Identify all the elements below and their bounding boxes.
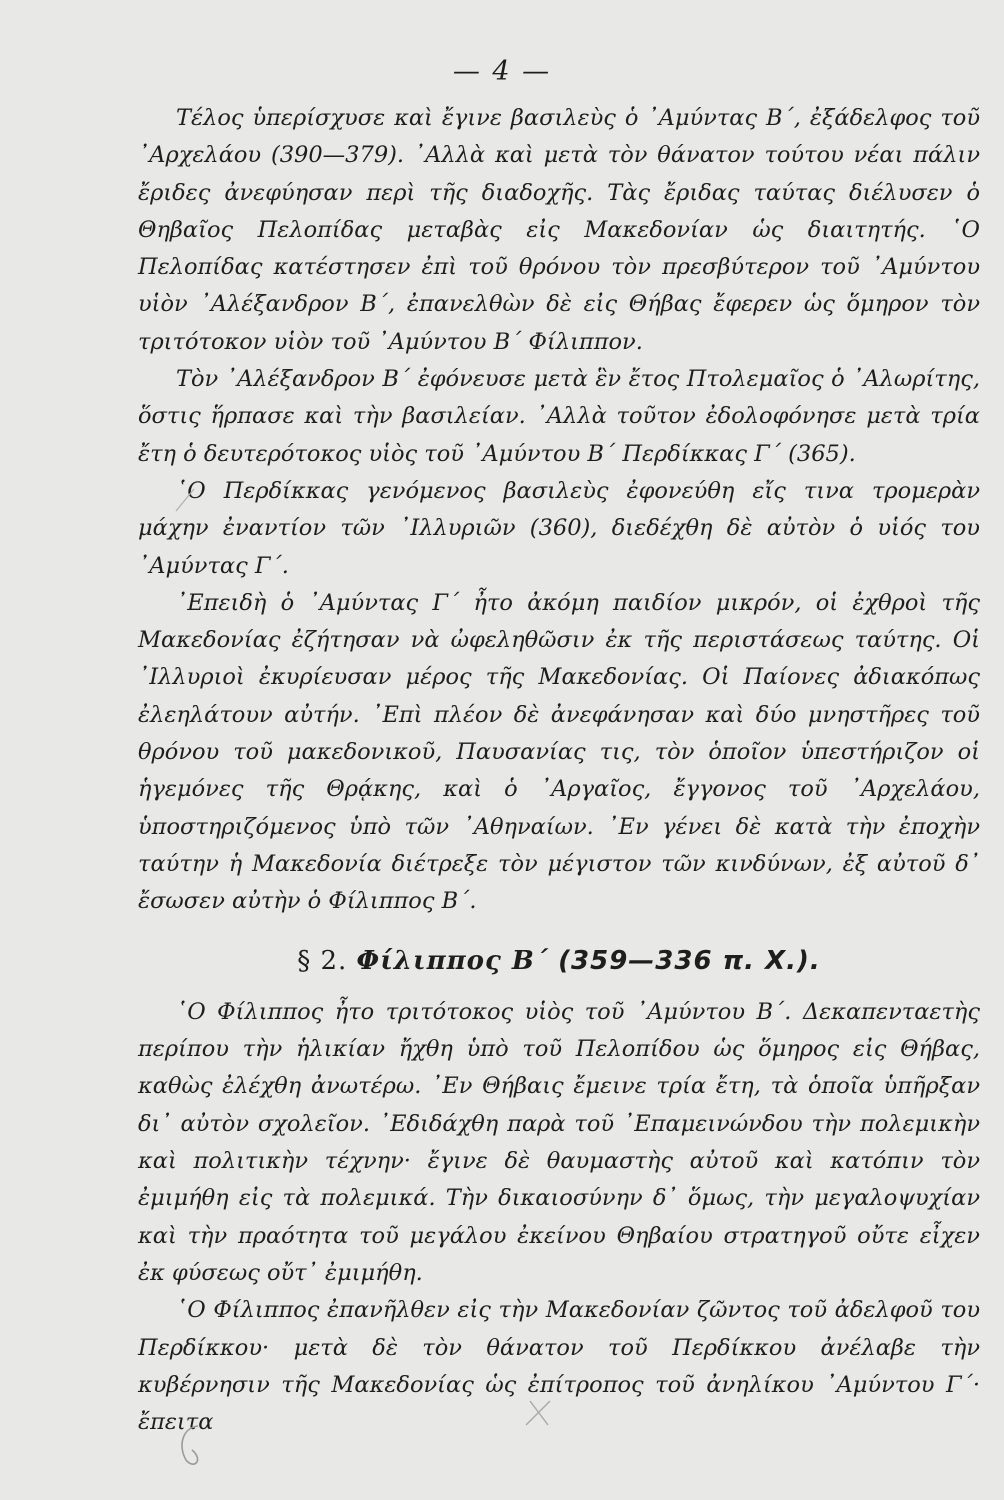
section-title: Φίλιππος Β΄ bbox=[356, 945, 549, 976]
paragraph: Τὸν ᾿Αλέξανδρον Β΄ ἐφόνευσε μετὰ ἓν ἔτος Πτολεμαῖος ὁ ᾿Αλωρίτης, ὅστις ἥρπασε καὶ τὴν βασιλείαν. ᾿Αλλὰ τοῦτον ἐδολοφόνησε μετὰ τρία ἔτη ὁ δευτερότοκος υἱὸς τοῦ ᾿Αμύντου Β΄ Περδίκκας Γ΄ (365). bbox=[138, 366, 980, 467]
pencil-mark-cross-icon bbox=[520, 1395, 556, 1431]
pencil-mark-margin-icon bbox=[168, 1420, 208, 1472]
pencil-mark-slash-icon bbox=[170, 485, 200, 515]
paragraph: ῾Ο Περδίκκας γενόμενος βασιλεὺς ἐφονεύθη εἴς τινα τρομερὰν μάχην ἐναντίον τῶν ᾿Ιλλυριῶν (360), διεδέχθη δὲ αὐτὸν ὁ υἱός του ᾿Αμύντας Γ΄. bbox=[138, 477, 980, 579]
paragraph: Τέλος ὑπερίσχυσε καὶ ἔγινε βασιλεὺς ὁ ᾿Αμύντας Β΄, ἐξάδελφος τοῦ ᾿Αρχελάου (390—379). ᾿Αλλὰ καὶ μετὰ τὸν θάνατον τούτου νέαι πάλιν ἔριδες ἀνεφύησαν περὶ τῆς διαδοχῆς. Τὰς ἔριδας ταύτας διέλυσεν ὁ Θηβαῖος Πελοπίδας μεταβὰς εἰς Μακεδονίαν ὡς διαιτητής. ῾Ο Πελοπίδας κατέστησεν ἐπὶ τοῦ θρόνου τὸν πρεσβύτερον τοῦ ᾿Αμύντου υἱὸν ᾿Αλέξανδρον Β΄, ἐπανελθὼν δὲ εἰς Θήβας ἔφερεν ὡς ὅμηρον τὸν τριτότοκον υἱὸν τοῦ ᾿Αμύντου Β΄ Φίλιππον. bbox=[138, 105, 980, 355]
paragraph: ῾Ο Φίλιππος ἐπανῆλθεν εἰς τὴν Μακεδονίαν ζῶντος τοῦ ἀδελφοῦ του Περδίκκου· μετὰ δὲ τὸν θάνατον τοῦ Περδίκκου ἀνέλαβε τὴν κυβέρνησιν τῆς Μακεδονίας ὡς ἐπίτροπος τοῦ ἀνηλίκου ᾿Αμύντου Γ΄· ἔπειτα bbox=[138, 1297, 980, 1436]
section-heading bbox=[138, 943, 980, 980]
section-dates: (359—336 π. Χ.). bbox=[558, 945, 821, 976]
body-text bbox=[138, 100, 980, 1441]
page-number: — 4 — bbox=[452, 56, 552, 87]
paragraph: ῾Ο Φίλιππος ἦτο τριτότοκος υἱὸς τοῦ ᾿Αμύντου Β΄. Δεκαπενταετὴς περίπου τὴν ἡλικίαν ἤχθη ὑπὸ τοῦ Πελοπίδου ὡς ὅμηρος εἰς Θήβας, καθὼς ἐλέχθη ἀνωτέρω. ᾿Εν Θήβαις ἔμεινε τρία ἔτη, τὰ ὁποῖα ὑπῆρξαν δι᾿ αὐτὸν σχολεῖον. ᾿Εδιδάχθη παρὰ τοῦ ᾿Επαμεινώνδου τὴν πολεμικὴν καὶ πολιτικὴν τέχνην· ἔγινε δὲ θαυμαστὴς αὐτοῦ καὶ κατόπιν τὸν ἐμιμήθη εἰς τὰ πολεμικά. Τὴν δικαιοσύνην δ᾿ ὅμως, τὴν μεγαλοψυχίαν καὶ τὴν πραότητα τοῦ μεγάλου ἐκείνου Θηβαίου στρατηγοῦ οὔτε εἶχεν ἐκ φύσεως οὔτ᾿ ἐμιμήθη. bbox=[138, 998, 980, 1286]
paragraph: ᾿Επειδὴ ὁ ᾿Αμύντας Γ΄ ἦτο ἀκόμη παιδίον μικρόν, οἱ ἐχθροὶ τῆς Μακεδονίας ἐζήτησαν νὰ ὠφεληθῶσιν ἐκ τῆς περιστάσεως ταύτης. Οἱ ᾿Ιλλυριοὶ ἐκυρίευσαν μέρος τῆς Μακεδονίας. Οἱ Παίονες ἀδιακόπως ἐλεηλάτουν αὐτήν. ᾿Επὶ πλέον δὲ ἀνεφάνησαν καὶ δύο μνηστῆρες τοῦ θρόνου τοῦ μακεδονικοῦ, Παυσανίας τις, τὸν ὁποῖον ὑπεστήριζον οἱ ἡγεμόνες τῆς Θρᾴκης, καὶ ὁ ᾿Αργαῖος, ἔγγονος τοῦ ᾿Αρχελάου, ὑποστηριζόμενος ὑπὸ τῶν ᾿Αθηναίων. ᾿Εν γένει δὲ κατὰ τὴν ἐποχὴν ταύτην ἡ Μακεδονία διέτρεξε τὸν μέγιστον τῶν κινδύνων, ἐξ αὐτοῦ δ᾿ ἔσωσεν αὐτὴν ὁ Φίλιππος Β΄. bbox=[138, 589, 980, 915]
section-number: § 2. bbox=[297, 945, 348, 976]
